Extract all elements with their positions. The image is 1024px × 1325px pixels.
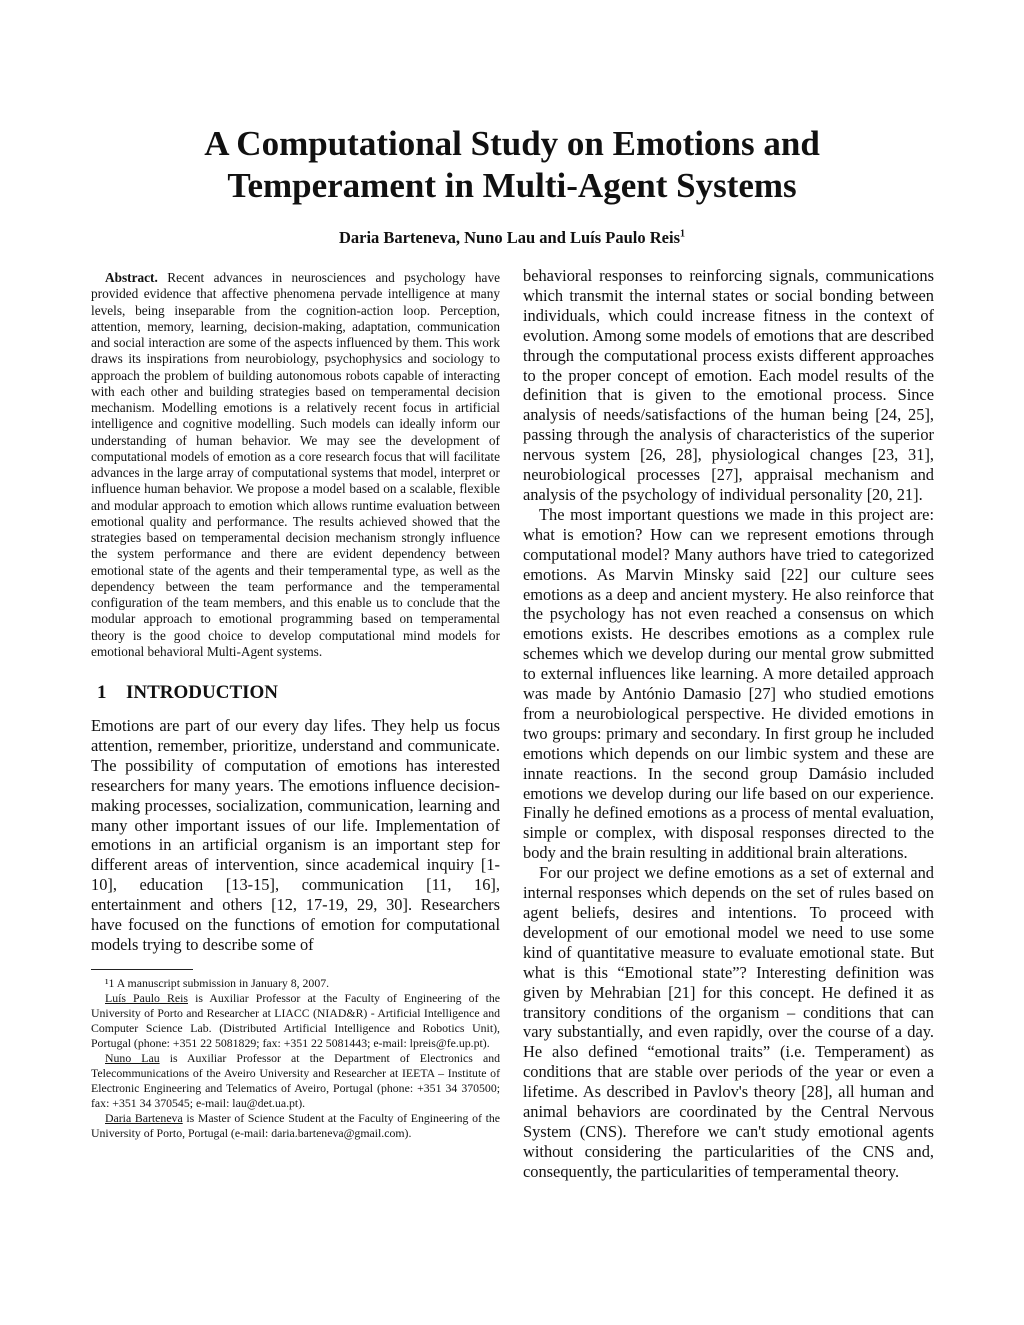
abstract-label: Abstract. <box>105 270 158 285</box>
abstract-text: Recent advances in neurosciences and psychology have provided evidence that affective phenomena pervade intelligence at many levels, being inseparable from the cognition-action loop. Perception, attention, memory, learning, decision-making, adaptation, communication and social interaction are some of the aspects influenced by them. This work draws its inspirations from neurobiology, psychophysics and sociology to approach the problem of building autonomous robots capable of interacting with each other and building strategies based on temperamental decision mechanism. Modelling emotions is a relatively recent focus in artificial intelligence and cognitive modelling. Such models can ideally inform our understanding of human behavior. We may see the development of computational models of emotion as a core research focus that will facilitate advances in the large array of computational systems that model, interpret or influence human behavior. We propose a model based on a scalable, flexible and modular approach to emotion which allows runtime evaluation between emotional quality and performance. The results achieved showed that the strategies based on temperamental decision mechanism strongly influence the system performance and there are evident dependency between emotional state of the agents and their temperamental type, as well as the dependency between the team performance and the temperamental configuration of the team members, and this enable us to conclude that the modular approach to emotional programming based on temperamental theory is the good choice to develop computational mind models for emotional behavioral Multi-Agent systems. <box>91 270 500 659</box>
section-number: 1 <box>97 682 107 703</box>
footnote-barteneva-text: is Master of Science Student at the Faculty of Engineering of the University of Porto, Portugal (e-mail: daria.barteneva@gmail.com). <box>91 1110 500 1140</box>
title-line-2: Temperament in Multi-Agent Systems <box>227 166 797 205</box>
footnote-reis-text: is Auxiliar Professor at the Faculty of Engineering of the University of Porto and Researcher at LIACC (NIAD&R) - Artificial Intelligence and Computer Science Lab. (Distributed Artificial Intelligence and Robotics Unit), Portugal (phone: +351 22 5081829; fax: +351 22 5081443; e-mail: lpreis@fe.up.pt). <box>91 990 500 1050</box>
author-list <box>0 228 1024 248</box>
section-heading <box>97 682 500 704</box>
footnote-lau-text: is Auxiliar Professor at the Department of Electronics and Telecommunications of the Aveiro University and Researcher at IEETA – Institute of Electronic Engineering and Telematics of Aveiro, Portugal (phone: +351 34 370500; fax: +351 34 370545; e-mail: lau@det.ua.pt). <box>91 1050 500 1110</box>
intro-paragraph: Emotions are part of our every day lifes. They help us focus attention, remember, prioritize, understand and communicate. The possibility of computation of emotions has interested researchers for many years. The emotions influence decision-making processes, socialization, communication, learning and many other important issues of our life. Implementation of emotions in an artificial organism is an important step for different areas of intervention, since academical inquiry [1-10], education [13-15], communication [11, 16], entertainment and others [12, 17-19, 29, 30]. Researchers have focused on the functions of emotion for computational models trying to describe some of <box>91 716 500 954</box>
right-paragraph-3: For our project we define emotions as a set of external and internal responses which depends on the set of rules based on agent beliefs, desires and intentions. To proceed with development of our emotional model we need to use some kind of quantitative measure to evaluate emotional state. But what is this “Emotional state”? Interesting definition was given by Mehrabian [21] for this concept. He defined it as transitory conditions of the organism – conditions that can vary substantially, and even rapidly, over the course of a day. He also defined “emotional traits” (i.e. Temperament) as conditions that are stable over periods of the year or even a lifetime. As described in Pavlov's theory [28], all human and animal behaviors are coordinated by the Central Nervous System (CNS). Therefore we can't study emotional agents without considering the particularities of the CNS and, consequently, the particularities of temperamental theory. <box>523 863 934 1181</box>
paper-title <box>0 123 1024 207</box>
footnote-reis <box>91 991 500 1051</box>
footnote-submission: ¹1 A manuscript submission in January 8, 2007. <box>105 975 330 990</box>
footnote-reis-name: Luís Paulo Reis <box>105 990 188 1005</box>
right-column <box>523 266 934 1182</box>
right-paragraph-1: behavioral responses to reinforcing signals, communications which transmit the internal states or social bonding between individuals, which could increase fitness in the context of evolution. Among some models of emotions that are described through the computational process exists different approaches to the proper concept of emotion. Each model results of the definition that is given to the emotional process. Since analysis of needs/satisfactions of the human being [24, 25], passing through the analysis of characteristics of the superior nervous system [26, 28], physiological changes [23, 31], neurobiological processes [27], appraisal mechanism and analysis of the psychology of individual personality [20, 21]. <box>523 266 934 504</box>
section-title: INTRODUCTION <box>126 682 279 703</box>
author-footnote-marker: 1 <box>680 228 686 240</box>
footnote-barteneva-name: Daria Barteneva <box>105 1110 183 1125</box>
abstract <box>91 270 500 660</box>
right-paragraph-2: The most important questions we made in this project are: what is emotion? How can we represent emotions through computational model? Many authors have tried to categorized emotions. As Marvin Minsky said [22] our culture sees emotions as a deep and ancient mystery. He also reinforce that the psychology has not even reached a consensus on which emotions exists. He describes emotions as a complex rule schemes which we develop during our mental grow submitted to external influences like learning. A more detailed approach was made by António Damasio [27] who studied emotions from a neurobiological perspective. He divided emotions in two groups: primary and secondary. In first group he included emotions which depends on our limbic system and these are innate reactions. In the second group Damásio included emotions we develop during our life based on our experience. Finally he defined emotions as a process of mental evaluation, simple or complex, with disposal responses directed to the body and the brain resulting in additional brain alterations. <box>523 504 934 863</box>
footnote-lau <box>91 1051 500 1111</box>
left-column <box>91 270 500 1141</box>
footnote-rule <box>91 969 193 970</box>
footnote-barteneva <box>91 1111 500 1141</box>
title-line-1: A Computational Study on Emotions and <box>204 124 820 163</box>
authors-text: Daria Barteneva, Nuno Lau and Luís Paulo Reis <box>338 228 681 247</box>
footnote-lau-name: Nuno Lau <box>105 1050 160 1065</box>
